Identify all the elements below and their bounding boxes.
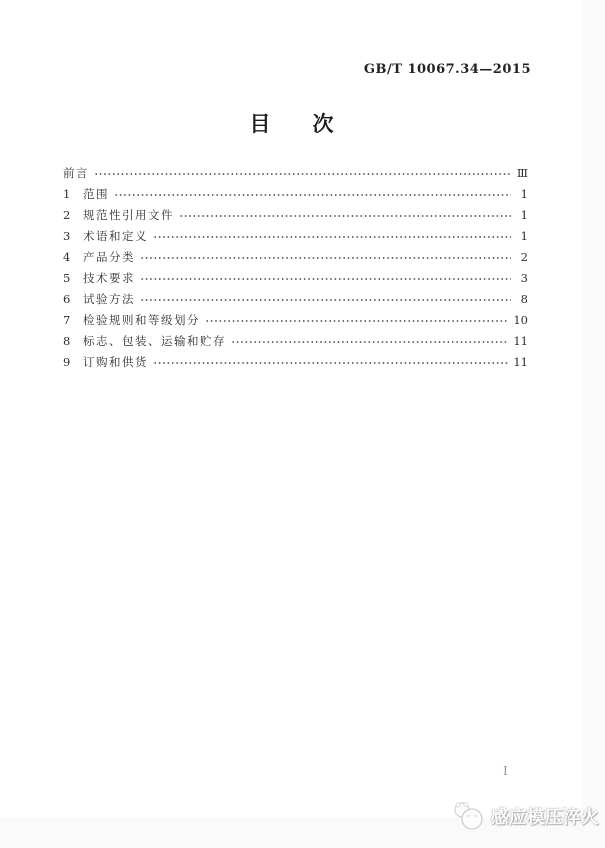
watermark [452,801,599,831]
toc-entry-page: 11 [513,354,528,369]
toc-entry[interactable] [63,162,528,183]
toc-entry-page: 8 [520,291,528,306]
toc-entry-label: 术语和定义 [83,228,148,243]
toc-entry-number: 9 [63,354,71,369]
toc-entry-page: 10 [513,312,528,327]
toc-entry[interactable] [63,288,528,309]
page-title: 目 次 [249,111,334,136]
toc-entry[interactable] [63,246,528,267]
toc-entry-label: 前言 [63,165,89,180]
toc-entry-number: 7 [63,312,71,327]
toc-entry-page: Ⅲ [516,165,528,180]
toc-entry-page: 2 [520,249,528,264]
toc-entry-label: 技术要求 [83,270,135,285]
toc-entry-number: 6 [63,291,71,306]
toc-entry[interactable] [63,204,528,225]
toc-entry-label: 标志、包装、运输和贮存 [83,333,226,348]
standard-number: GB/T 10067.34—2015 [363,62,531,77]
dot-leader [94,162,511,183]
toc-entry-page: 3 [520,270,528,285]
toc-list [63,162,528,372]
toc-entry[interactable] [63,225,528,246]
dot-leader [153,351,509,372]
toc-entry-page: 1 [520,207,528,222]
toc-entry-page: 11 [513,333,528,348]
toc-entry[interactable] [63,183,528,204]
toc-entry-number: 2 [63,207,71,222]
dot-leader [140,267,511,288]
dot-leader [140,246,511,267]
toc-entry-page: 1 [520,186,528,201]
toc-entry-label: 试验方法 [83,291,135,306]
dot-leader [179,204,511,225]
dot-leader [153,225,511,246]
toc-entry-number: 1 [63,186,71,201]
toc-entry-label: 规范性引用文件 [83,207,174,222]
folio-page-number: Ⅰ [503,764,509,778]
toc-entry[interactable] [63,330,528,351]
toc-entry-number: 8 [63,333,71,348]
toc-entry[interactable] [63,309,528,330]
toc-entry-label: 产品分类 [83,249,135,264]
toc-entry-label: 检验规则和等级划分 [83,312,200,327]
toc-entry-number: 5 [63,270,71,285]
dot-leader [140,288,511,309]
toc-entry[interactable] [63,267,528,288]
toc-entry-label: 范围 [83,186,109,201]
toc-entry[interactable] [63,351,528,372]
toc-entry-number: 4 [63,249,71,264]
dot-leader [205,309,509,330]
toc-entry-page: 1 [520,228,528,243]
dot-leader [114,183,511,204]
toc-entry-number: 3 [63,228,71,243]
watermark-text: 感应模压淬火 [491,807,599,828]
dot-leader [231,330,509,351]
toc-entry-label: 订购和供货 [83,354,148,369]
mascot-logo-icon [452,801,486,831]
